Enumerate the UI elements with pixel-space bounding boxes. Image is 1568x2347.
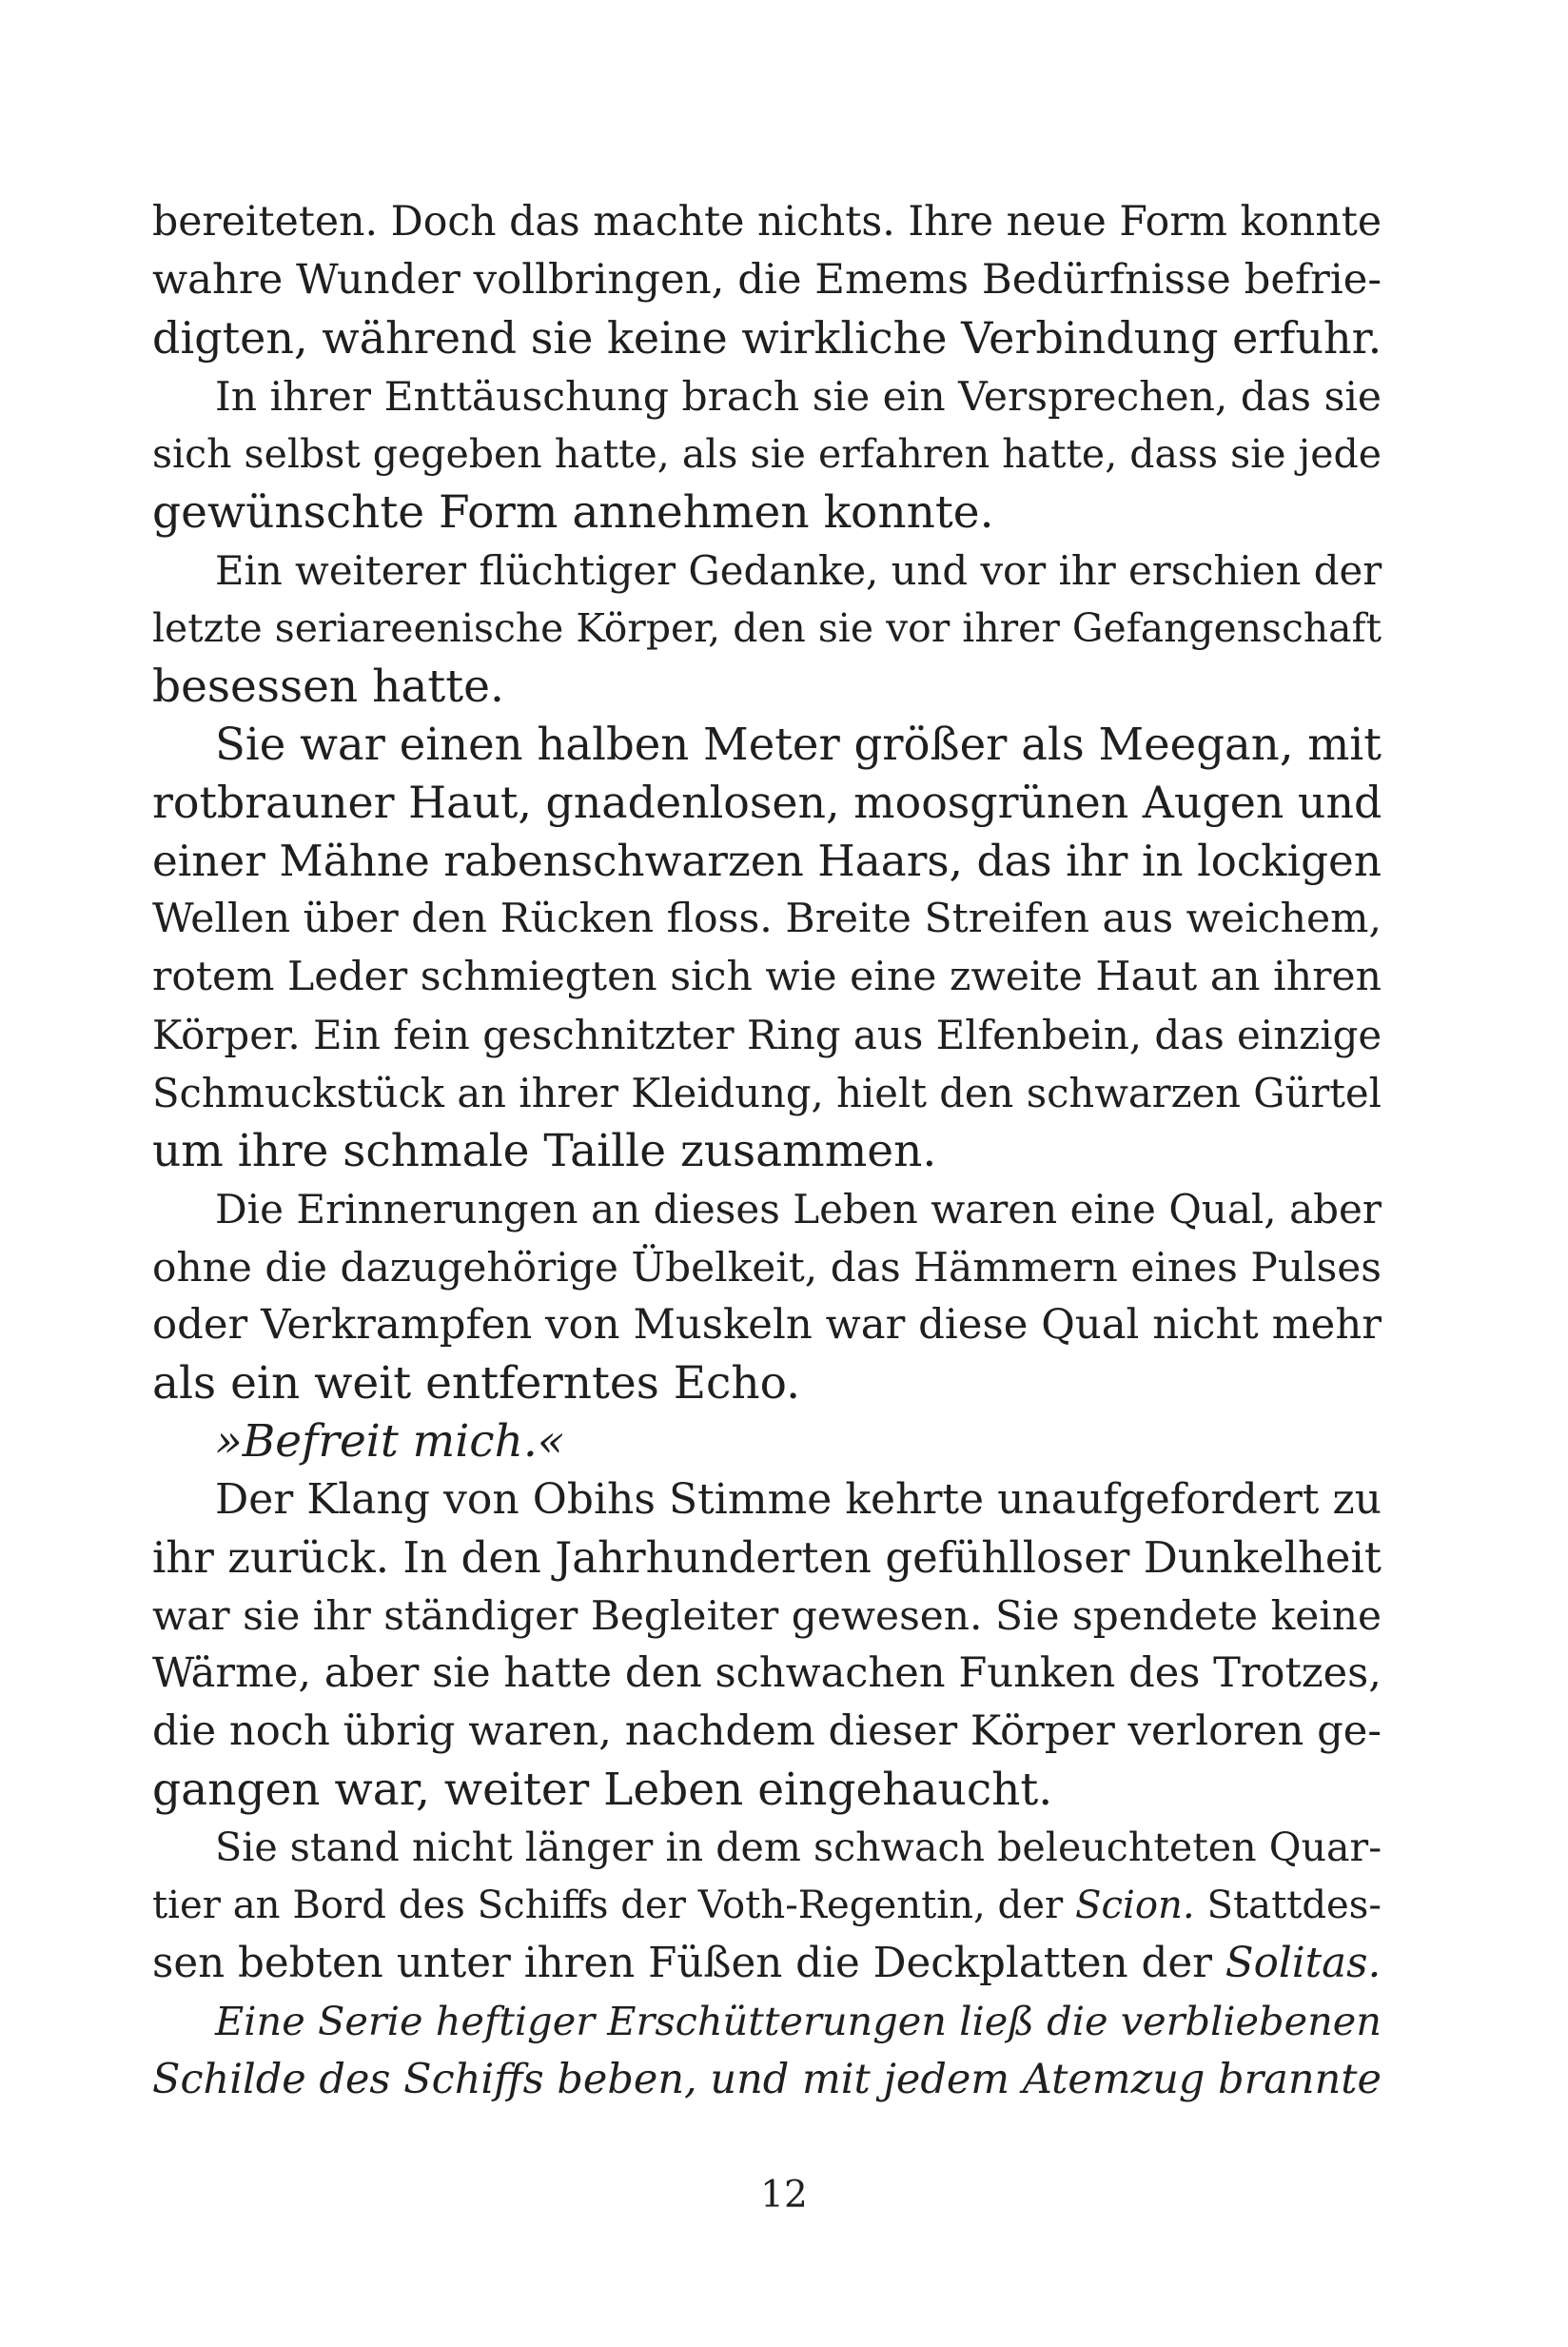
text-line: sich selbst gegeben hatte, als sie erfahren hatte, dass sie jede — [152, 431, 1382, 477]
text-line: besessen hatte. — [152, 661, 504, 713]
ship-name-scion: Scion. — [1075, 1884, 1195, 1927]
ship-name-solitas: Solitas. — [1225, 1940, 1382, 1987]
text-line: bereiteten. Doch das machte nichts. Ihre neue Form konnte — [152, 199, 1382, 246]
text-line: um ihre schmale Taille zusammen. — [152, 1125, 937, 1177]
text-line: Schmuckstück an ihrer Kleidung, hielt den schwarzen Gürtel — [152, 1070, 1382, 1116]
page-number: 12 — [760, 2174, 808, 2217]
text-segment: sen bebten unter ihren Füßen die Deckplatten der — [152, 1940, 1225, 1987]
text-line: Wärme, aber sie hatte den schwachen Funken des Trotzes, — [152, 1649, 1382, 1697]
text-line: gewünschte Form annehmen konnte. — [152, 486, 994, 539]
text-line: Sie war einen halben Meter größer als Meegan, mit — [215, 719, 1382, 770]
body-text — [152, 193, 1382, 2109]
text-line: »Befreit mich.« — [215, 1415, 565, 1468]
text-line: Sie stand nicht länger in dem schwach beleuchteten Quar- — [215, 1824, 1382, 1870]
text-line: die noch übrig waren, nachdem dieser Körper verloren ge- — [152, 1707, 1382, 1755]
text-line: letzte seriareenische Körper, den sie vor ihrer Gefangenschaft — [152, 605, 1382, 651]
text-line: Körper. Ein fein geschnitzter Ring aus Elfenbein, das einzige — [152, 1012, 1382, 1058]
text-line: gangen war, weiter Leben eingehaucht. — [152, 1764, 1053, 1816]
text-line: ohne die dazugehörige Übelkeit, das Hämmern eines Pulses — [152, 1244, 1382, 1291]
text-line: Eine Serie heftiger Erschütterungen ließ die verbliebenen — [215, 1999, 1382, 2044]
text-line: Der Klang von Obihs Stimme kehrte unaufgefordert zu — [215, 1475, 1382, 1524]
text-line: Ein weiterer flüchtiger Gedanke, und vor ihr erschien der — [215, 547, 1382, 594]
text-line: einer Mähne rabenschwarzen Haars, das ihr in lockigen — [152, 836, 1382, 886]
text-segment: Stattdes- — [1194, 1884, 1382, 1927]
text-line: digten, während sie keine wirkliche Verbindung erfuhr. — [152, 312, 1382, 364]
text-line: war sie ihr ständiger Begleiter gewesen. Sie spendete keine — [152, 1592, 1382, 1639]
text-line: Die Erinnerungen an dieses Leben waren eine Qual, aber — [215, 1186, 1382, 1233]
text-line: Wellen über den Rücken floss. Breite Streifen aus weichem, — [152, 896, 1382, 942]
text-segment: tier an Bord des Schiffs der Voth-Regentin, der — [152, 1884, 1076, 1927]
text-line: als ein weit entferntes Echo. — [152, 1357, 801, 1410]
text-line: ihr zurück. In den Jahrhunderten gefühlloser Dunkelheit — [152, 1532, 1382, 1583]
text-line: Schilde des Schiffs beben, und mit jedem Atemzug brannte — [152, 2056, 1382, 2103]
text-line — [152, 1935, 1382, 1993]
text-line: oder Verkrampfen von Muskeln war diese Qual nicht mehr — [152, 1301, 1382, 1349]
text-line: rotem Leder schmiegten sich wie eine zweite Haut an ihren — [152, 954, 1382, 1000]
text-line: wahre Wunder vollbringen, die Emems Bedürfnisse befrie- — [152, 256, 1382, 304]
text-line: rotbrauner Haut, gnadenlosen, moosgrünen Augen und — [152, 777, 1382, 828]
text-line — [152, 1877, 1382, 1935]
text-line: In ihrer Enttäuschung brach sie ein Versprechen, das sie — [215, 373, 1382, 420]
